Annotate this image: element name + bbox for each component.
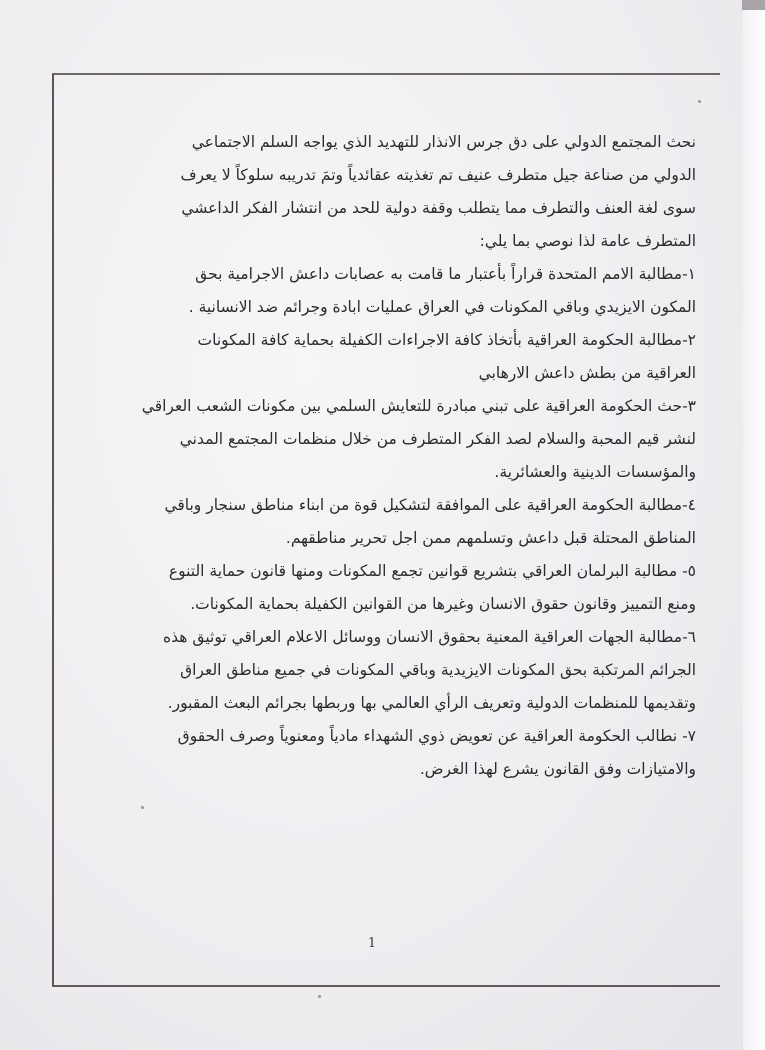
recommendation-2-line: ٢-مطالبة الحكومة العراقية بأتخاذ كافة الاجراءات الكفيلة بحماية كافة المكونات [197,331,696,349]
text-line: العراقية من بطش داعش الارهابي [478,364,696,382]
recommendations-text [120,126,696,786]
text-line: وتقديمها للمنظمات الدولية وتعريف الرأي العالمي بها وربطها بجرائم البعث المقبور. [167,694,696,712]
text-line: نحث المجتمع الدولي على دق جرس الانذار للتهديد الذي يواجه السلم الاجتماعي [191,133,696,151]
scan-speck [141,806,144,809]
text-line: ومنع التمييز وقانون حقوق الانسان وغيرها من القوانين الكفيلة بحماية المكونات. [190,595,696,613]
paper-edge [743,0,765,1050]
text-line: الجرائم المرتكبة بحق المكونات الايزيدية وباقي المكونات في جميع مناطق العراق [180,661,696,679]
text-line: المتطرف عامة لذا نوصي بما يلي: [479,232,696,250]
scan-speck [698,100,701,103]
recommendation-1-line: ١-مطالبة الامم المتحدة قراراً بأعتبار ما قامت به عصابات داعش الاجرامية بحق [195,265,696,283]
recommendation-5-line: ٥- مطالبة البرلمان العراقي بتشريع قوانين تجمع المكونات ومنها قانون حماية التنوع [168,562,696,580]
recommendation-4-line: ٤-مطالبة الحكومة العراقية على الموافقة لتشكيل قوة من ابناء مناطق سنجار وباقي [164,496,696,514]
page-number: 1 [367,936,377,951]
text-line: المناطق المحتلة قبل داعش وتسلمهم ممن اجل تحرير مناطقهم. [285,529,696,547]
text-line: والمؤسسات الدينية والعشائرية. [494,463,696,481]
text-line: لنشر قيم المحبة والسلام لصد الفكر المتطرف من خلال منظمات المجتمع المدني [179,430,696,448]
text-line: سوى لغة العنف والتطرف مما يتطلب وقفة دولية للحد من انتشار الفكر الداعشي [181,199,696,217]
text-line: المكون الايزيدي وباقي المكونات في العراق عمليات ابادة وجرائم ضد الانسانية . [188,298,696,316]
scan-speck [318,995,321,998]
text-line: والامتيازات وفق القانون يشرع لهذا الغرض. [419,760,696,778]
recommendation-6-line: ٦-مطالبة الجهات العراقية المعنية بحقوق الانسان ووسائل الاعلام العراقي توثيق هذه [163,628,696,646]
text-line: الدولي من صناعة جيل متطرف عنيف تم تغذيته عقائدياً وتمَ تدريبه سلوكاً لا يعرف [180,166,696,184]
recommendation-3-line: ٣-حث الحكومة العراقية على تبني مبادرة للتعايش السلمي بين مكونات الشعب العراقي [141,397,696,415]
recommendation-7-line: ٧- نطالب الحكومة العراقية عن تعويض ذوي الشهداء مادياً ومعنوياً وصرف الحقوق [177,727,696,745]
scan-corner-mark [742,0,765,10]
